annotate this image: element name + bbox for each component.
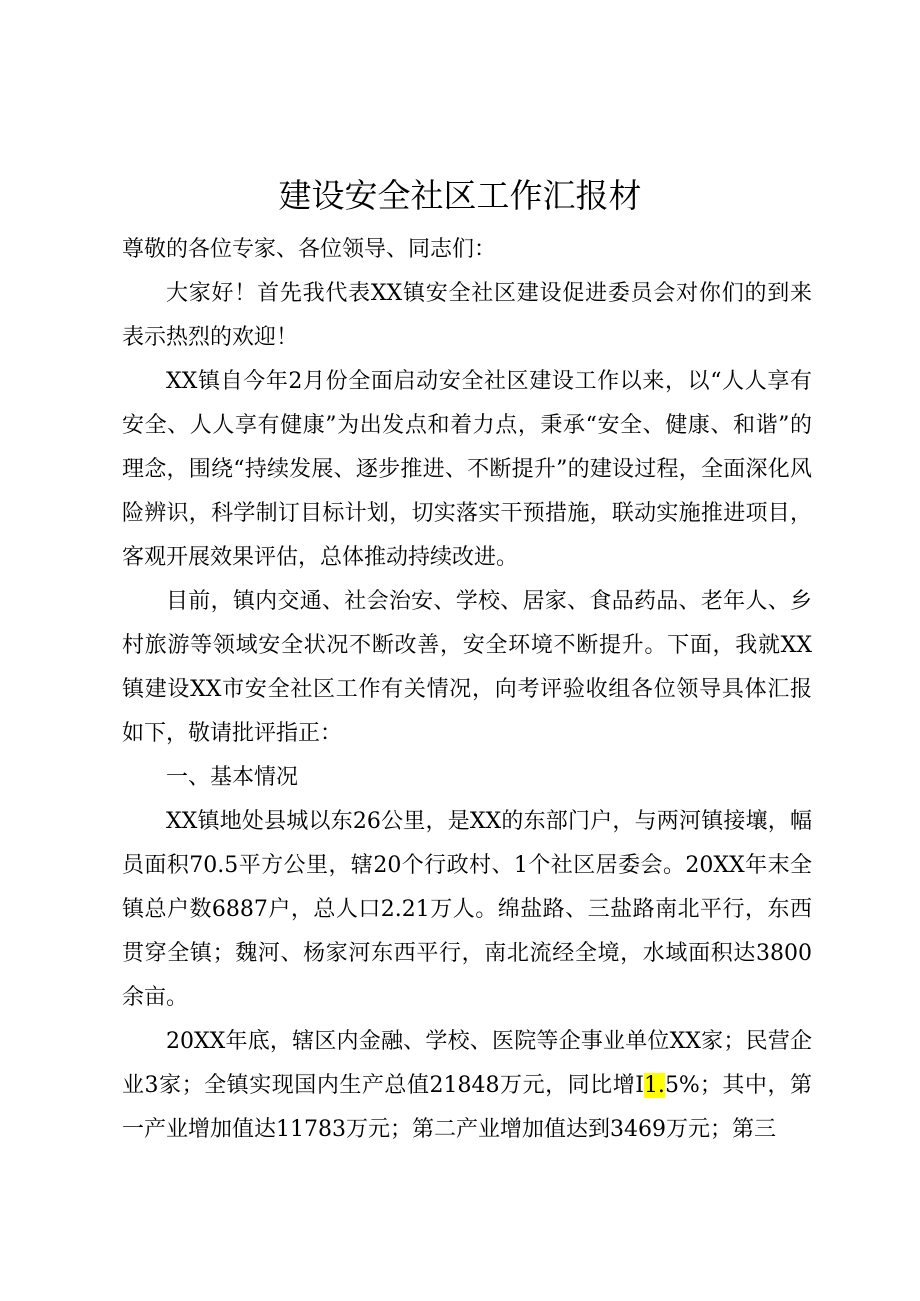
section-heading-basic-info: 一、基本情况 [166,765,299,790]
paragraph-basic-info: XX镇地处县城以东26公里，是XX的东部门户，与两河镇接壤，幅员面积70.5平方公里，辖20个行政村、1个社区居委会。20XX年末全镇总户数6887户，总人口2.21万人。绵盐路、三盐路南北平行，东西贯穿全镇；魏河、杨家河东西平行，南北流经全境，水域面积达3800余亩。 [122,809,812,1010]
economy-text-start: 20XX年底，辖区内金融、学校、医院等企事业单位XX家；民营企业3家；全镇实现国内生产总值21848万元，同比增I [122,1029,812,1098]
paragraph-overview: XX镇自今年2月份全面启动安全社区建设工作以来，以“人人享有安全、人人享有健康”为出发点和着力点，秉承“安全、健康、和谐”的理念，围绕“持续发展、逐步推进、不断提升”的建设过程，全面深化风险辨识，科学制订目标计划，切实落实干预措施，联动实施推进项目，客观开展效果评估，总体推动持续改进。 [122,369,812,570]
salutation: 尊敬的各位专家、各位领导、同志们： [122,237,497,262]
paragraph-economy [122,1020,812,1152]
paragraph-current-status: 目前，镇内交通、社会治安、学校、居家、食品药品、老年人、乡村旅游等领域安全状况不断改善，安全环境不断提升。下面，我就XX镇建设XX市安全社区工作有关情况，向考评验收组各位领导具体汇报如下，敬请批评指正： [122,589,812,746]
document-body [122,228,812,1152]
paragraph-welcome: 大家好！首先我代表XX镇安全社区建设促进委员会对你们的到来表示热烈的欢迎！ [122,281,812,350]
highlighted-text: 1. [643,1073,665,1098]
economy-text-end: 5%；其中，第一产业增加值达11783万元；第二产业增加值达到3469万元；第三 [122,1073,812,1142]
document-title: 建设安全社区工作汇报材 [278,176,642,215]
